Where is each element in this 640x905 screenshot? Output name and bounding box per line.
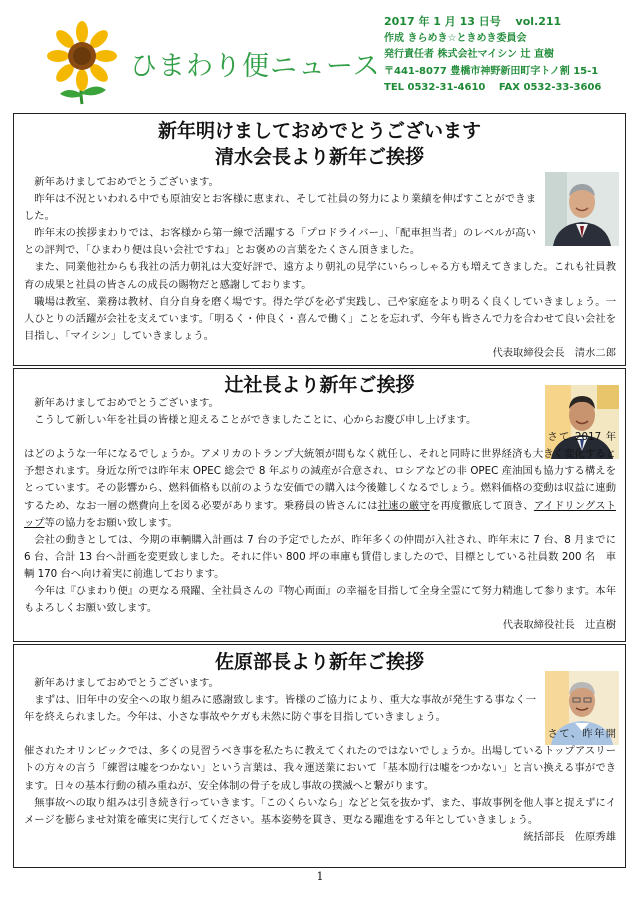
address-line: 〒441-8077 豊橋市神野新田町字トノ割 15-1: [384, 65, 599, 77]
paragraph: 昨年末の挨拶まわりでは、お客様から第一線で活躍する「プロドライバー」、「配車担当者」のレベルが高いとの評判で、「ひまわり便は良い会社ですね」とお褒めの言葉をたくさん頂きました。: [24, 227, 536, 257]
page-number: 1: [316, 870, 324, 883]
chairman-greeting-section: [13, 113, 626, 366]
paragraph: さて、昨年開催されたオリンピックでは、多くの見習うべき事を私たちに教えてくれたのではないでしょうか。出場しているトップアスリートの方々の言う「練習は嘘をつかない」という言葉は、我々運送業において「基本励行は嘘をつかない」と言い換える事ができます。日々の基本行動の積み重ねが、安全体制の骨子を成し事故の撲滅へと繋がります。: [24, 728, 616, 792]
section-title: 清水会長より新年ご挨拶: [214, 146, 424, 168]
president-message: [24, 395, 616, 634]
paragraph: 新年あけましておめでとうございます。: [34, 677, 219, 689]
section-title: 辻社長より新年ご挨拶: [224, 374, 415, 396]
manager-message: [24, 675, 616, 846]
manager-greeting-section: [13, 644, 626, 868]
section-title: 佐原部長より新年ご挨拶: [214, 651, 424, 673]
paragraph: 新年あけましておめでとうございます。: [34, 176, 219, 188]
paragraph: さて 2017 年はどのような一年になるでしょうか。アメリカのトランプ大統領が間もなく就任し、それと同時に世界経済も大きく変化すると予想されます。身近な所では昨年末 OPEC 総会で 8 年ぶりの減産が合意され、ロシアなどの非 OPEC 産油国も協力する構えをとっています。その影響から、燃料価格も以前のような安価での購入は今後難しくなるでしょう。燃料価格の変動は収益に連動するため、なお一層の燃費向上を図る必要があります。乗務員の皆さんには社速の厳守を再度徹底して頂き、アイドリングストップ等の協力をお願い致します。: [24, 431, 617, 529]
underlined-phrase: 社速の厳守: [377, 499, 430, 512]
manager-signature: 統括部長 佐原秀雄: [523, 830, 616, 843]
masthead: [0, 0, 640, 112]
paragraph: 昨年は不況といわれる中でも原油安とお客様に恵まれ、そして社員の努力により業績を伸ばすことができました。: [24, 193, 536, 223]
publisher-line: 発行責任者 株式会社マイシン 辻 直樹: [384, 49, 554, 60]
chairman-signature: 代表取締役会長 清水二郎: [492, 346, 616, 359]
paragraph: こうして新しい年を社員の皆様と迎えることができましたことに、心からお慶び申し上げます。: [34, 414, 477, 427]
paragraph: 職場は教室、業務は教材、自分自身を磨く場です。得た学びを必ず実践し、己や家庭をより明るく良くしていきましょう。一人ひとりの活躍が会社を支えています。「明るく・仲良く・喜んで働く」ことを忘れず、今年も皆さんで力を合わせて良い会社を目指し、「マイシン」していきましょう。: [24, 295, 616, 342]
paragraph: 会社の動きとしては、今期の車輌購入計画は 7 台の予定でしたが、昨年多くの仲間が入社され、昨年末に 7 台、8 月までに 6 台、合計 13 台へ計画を変更致しました。それに伴い 800 坪の車庫も賃借しましたので、目標としている社員数 200 名 車輌 170 台へ向け着実に前進しております。: [24, 533, 616, 580]
chairman-message: [24, 174, 616, 362]
issue-date: 2017 年 1 月 13 日号 vol.211: [384, 15, 562, 28]
sunflower-logo-icon: [40, 20, 125, 105]
paragraph: 無事故への取り組みは引き続き行っていきます。「このくらいなら」などと気を抜かず、また、事故事例を他人事と捉えずにイメージを膨らませ対策を確実に実行してください。基本姿勢を貫き、更なる躍進をする年としていきましょう。: [24, 796, 616, 826]
paragraph: まずは、旧年中の安全への取り組みに感謝致します。皆様のご協力により、重大な事故が発生する事なく一年を終えられました。今年は、小さな事故やケガも未然に防ぐ事を目指していきましょう。: [24, 694, 536, 724]
masthead-title: ひまわり便ニュース: [130, 51, 381, 82]
masthead-info: [384, 14, 634, 97]
author-line: 作成 きらめき☆ときめき委員会: [384, 32, 527, 44]
paragraph: 新年あけましておめでとうございます。: [34, 397, 219, 409]
president-greeting-section: [13, 368, 626, 642]
paragraph: また、同業他社からも我社の活力朝礼は大変好評で、遠方より朝礼の見学にいらっしゃる方も増えてきました。これも社員教育の成果と社員の皆さんの成長の賜物だと感謝しております。: [24, 261, 616, 291]
paragraph: 今年は『ひまわり便』の更なる飛躍、全社員さんの『物心両面』の幸福を目指して全身全霊にて努力精進して参ります。本年もよろしくお願い致します。: [24, 585, 616, 615]
underlined-phrase: アイドリングストップ: [24, 499, 617, 529]
president-signature: 代表取締役社長 辻直樹: [502, 619, 616, 632]
tel-fax-line: TEL 0532-31-4610 FAX 0532-33-3606: [384, 82, 602, 93]
headline: 新年明けましておめでとうございます: [157, 120, 481, 142]
